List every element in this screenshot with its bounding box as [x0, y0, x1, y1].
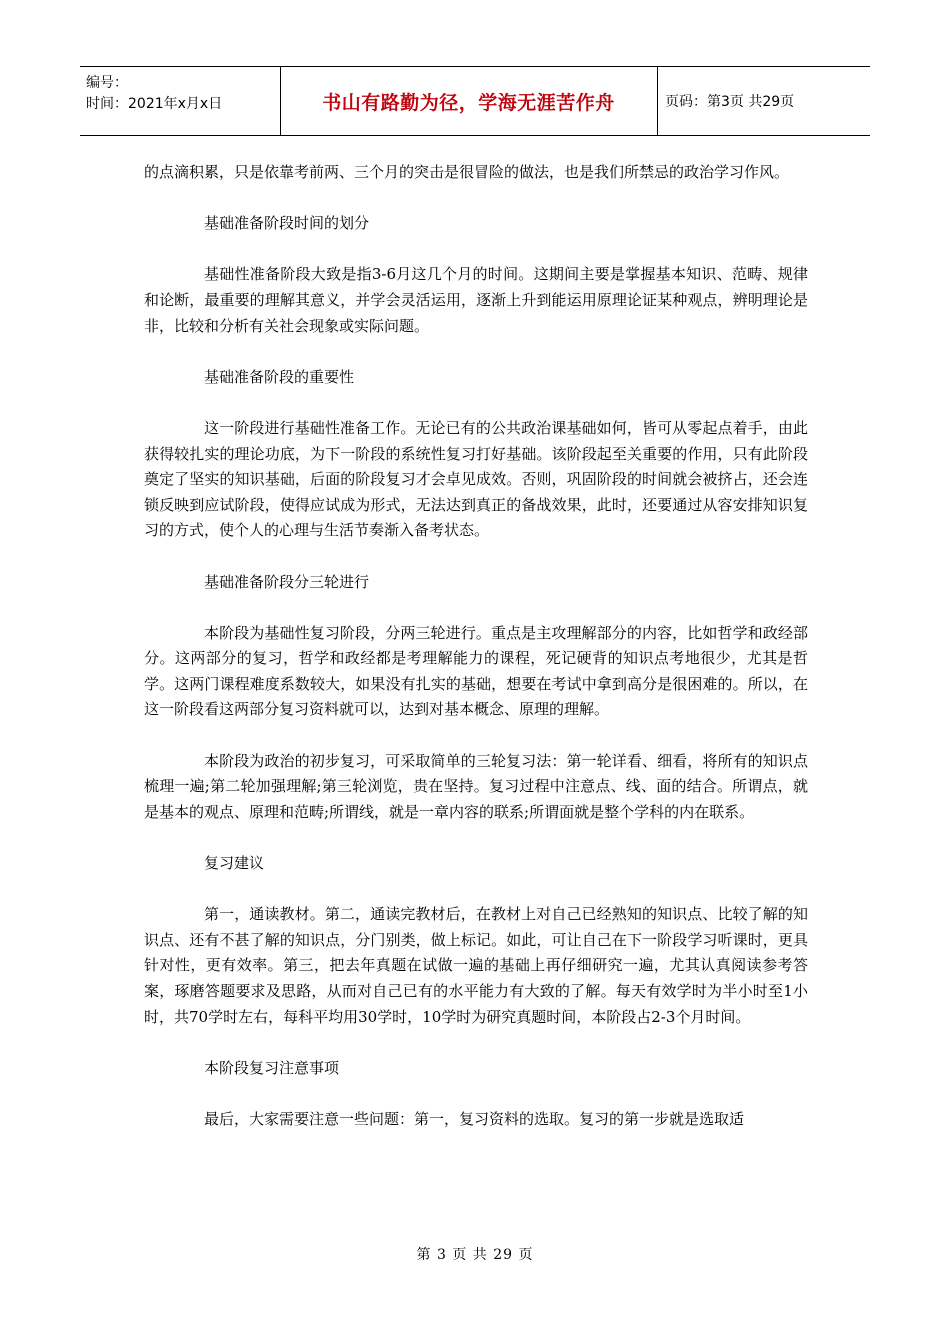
body-paragraph: 的点滴积累，只是依靠考前两、三个月的突击是很冒险的做法，也是我们所禁忌的政治学习作风。	[144, 163, 790, 181]
body-paragraph: 基础性准备阶段大致是指3-6月这几个月的时间。这期间主要是掌握基本知识、范畴、规律和论断，最重要的理解其意义，并学会灵活运用，逐渐上升到能运用原理论证某种观点，辨明理论是非，比较和分析有关社会现象或实际问题。	[144, 265, 808, 335]
page-header	[80, 66, 870, 136]
section-heading: 复习建议	[204, 854, 265, 873]
page-footer-indicator: 第 3 页 共 29 页	[416, 1247, 534, 1263]
body-paragraph: 本阶段为基础性复习阶段，分两三轮进行。重点是主攻理解部分的内容，比如哲学和政经部分。这两部分的复习，哲学和政经都是考理解能力的课程，死记硬背的知识点考地很少，尤其是哲学。这两门课程难度系数较大，如果没有扎实的基础，想要在考试中拿到高分是很困难的。所以，在这一阶段看这两部分复习资料就可以，达到对基本概念、原理的理解。	[144, 623, 808, 719]
section-heading: 本阶段复习注意事项	[204, 1058, 340, 1077]
body-paragraph: 本阶段为政治的初步复习，可采取简单的三轮复习法：第一轮详看、细看，将所有的知识点梳理一遍;第二轮加强理解;第三轮浏览，贵在坚持。复习过程中注意点、线、面的结合。所谓点，就是基本的观点、原理和范畴;所谓线，就是一章内容的联系;所谓面就是整个学科的内在联系。	[144, 751, 808, 821]
section-heading: 基础准备阶段分三轮进行	[204, 572, 370, 591]
document-time-label: 时间：2021年x月x日	[86, 96, 223, 112]
header-page-code: 页码：第3页 共29页	[665, 94, 795, 110]
header-divider-right	[657, 67, 658, 135]
body-paragraph: 第一，通读教材。第二，通读完教材后，在教材上对自己已经熟知的知识点、比较了解的知识点、还有不甚了解的知识点，分门别类，做上标记。如此，可让自己在下一阶段学习听课时，更具针对性，更有效率。第三，把去年真题在试做一遍的基础上再仔细研究一遍，尤其认真阅读参考答案，琢磨答题要求及思路，从而对自己已有的水平能力有大致的了解。每天有效学时为半小时至1小时，共70学时左右，每科平均用30学时，10学时为研究真题时间，本阶段占2-3个月时间。	[144, 905, 808, 1026]
body-paragraph: 这一阶段进行基础性准备工作。无论已有的公共政治课基础如何，皆可从零起点着手，由此获得较扎实的理论功底，为下一阶段的系统性复习打好基础。该阶段起至关重要的作用，只有此阶段奠定了坚实的知识基础，后面的阶段复习才会卓见成效。否则，巩固阶段的时间就会被挤占，还会连锁反映到应试阶段，使得应试成为形式，无法达到真正的备战效果，此时，还要通过从容安排知识复习的方式，使个人的心理与生活节奏渐入备考状态。	[144, 418, 808, 540]
document-number-label: 编号：	[86, 75, 128, 91]
section-heading: 基础准备阶段的重要性	[204, 367, 355, 386]
section-heading: 基础准备阶段时间的划分	[204, 214, 370, 233]
document-body	[144, 160, 808, 1158]
header-motto: 书山有路勤为径，学海无涯苦作舟	[322, 91, 615, 114]
body-paragraph: 最后，大家需要注意一些问题：第一，复习资料的选取。复习的第一步就是选取适	[204, 1109, 745, 1128]
header-meta	[86, 73, 282, 115]
